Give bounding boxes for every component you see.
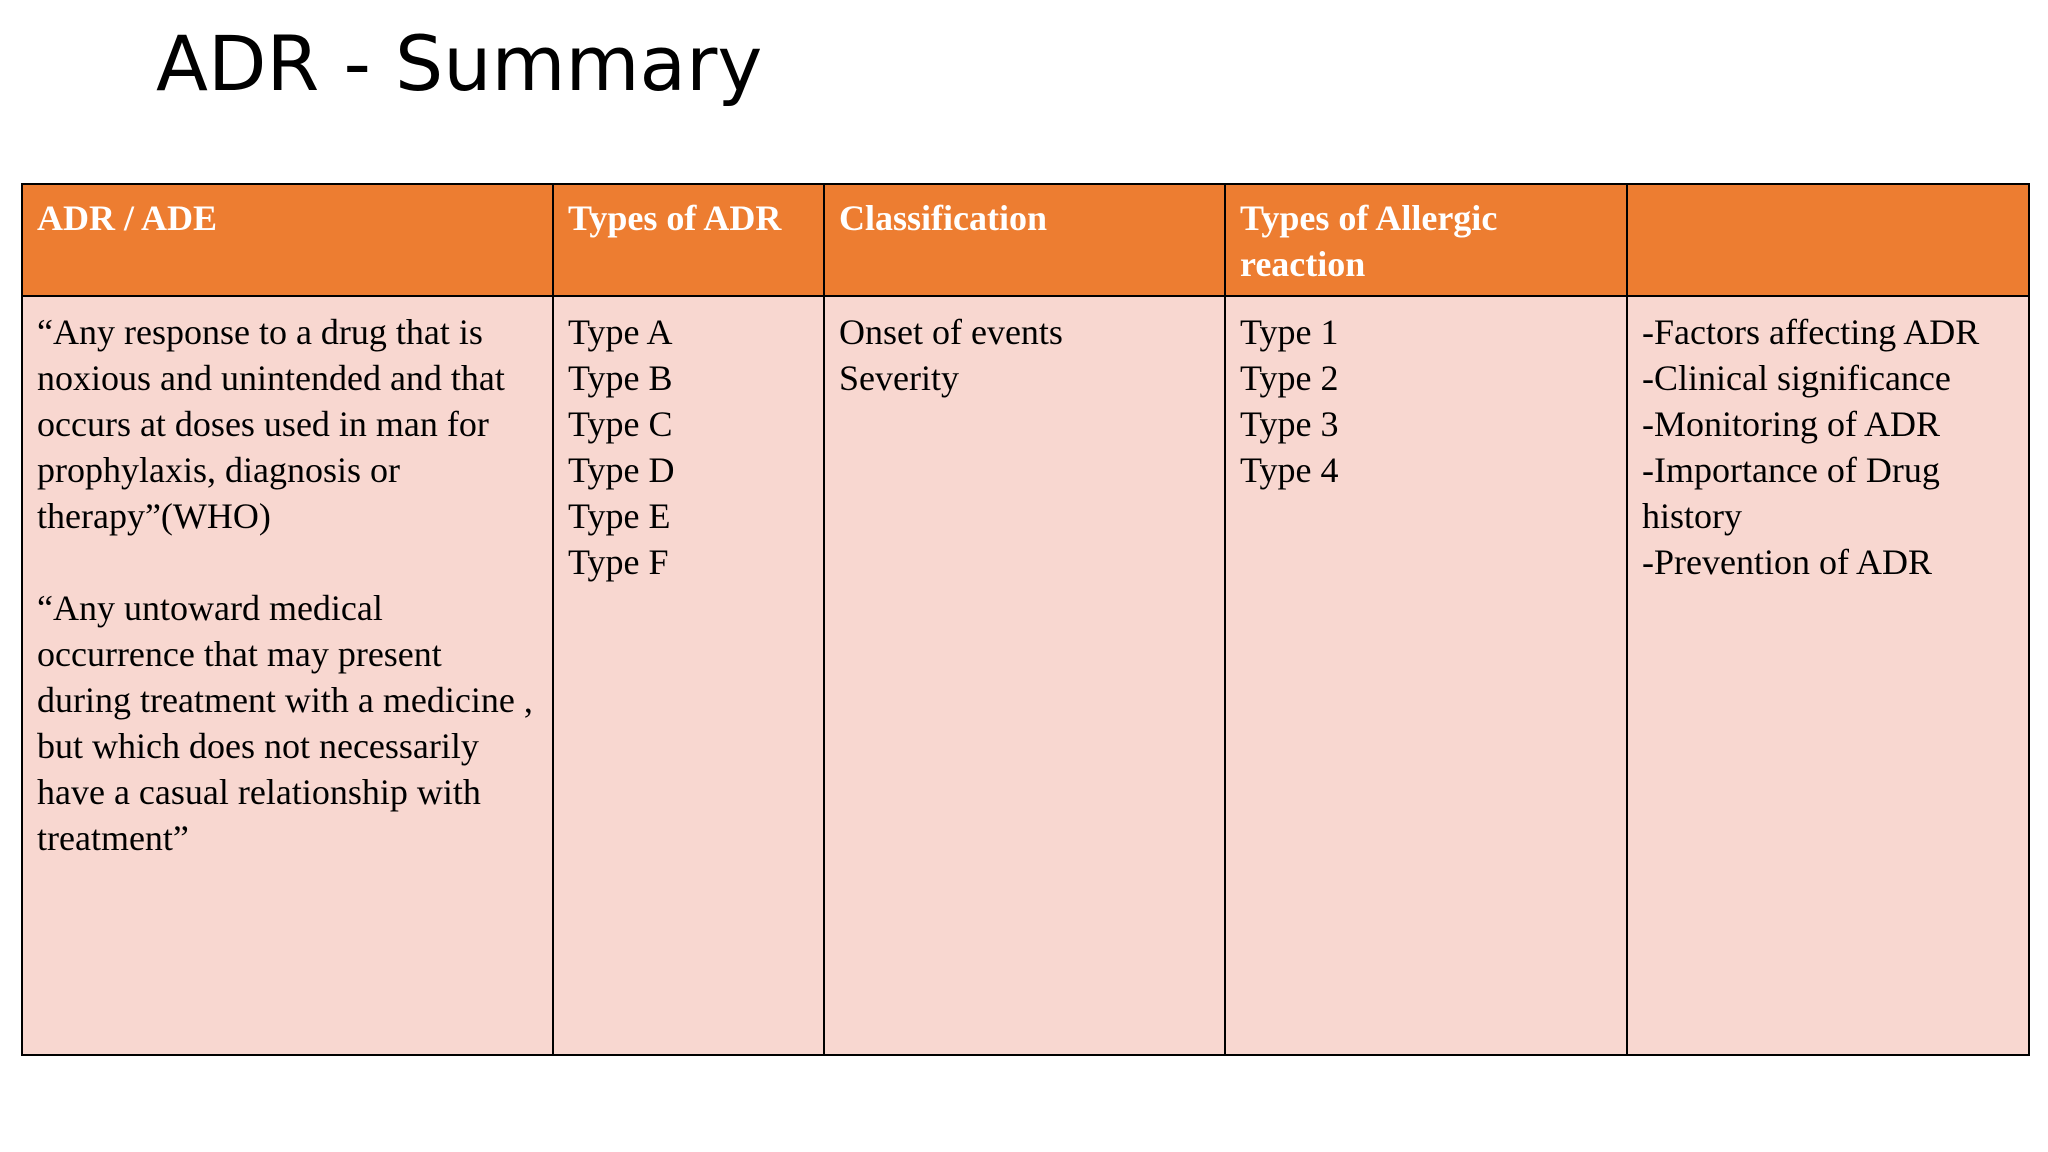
classification-item: Severity [839, 358, 959, 398]
adr-type-item: Type B [568, 358, 673, 398]
adr-type-item: Type F [568, 542, 669, 582]
classification-item: Onset of events [839, 312, 1063, 352]
header-adr-ade: ADR / ADE [22, 184, 553, 296]
topic-item: -Clinical significance [1642, 358, 1951, 398]
allergic-types-cell [1225, 296, 1627, 1055]
definition-cell [22, 296, 553, 1055]
adr-type-item: Type A [568, 312, 673, 352]
table-header-row [22, 184, 2029, 296]
adr-summary-table [21, 183, 2030, 1056]
topic-item: -Factors affecting ADR [1642, 312, 1980, 352]
header-blank [1627, 184, 2029, 296]
topic-item: -Importance of Drug history [1642, 450, 1940, 536]
adr-type-item: Type D [568, 450, 675, 490]
allergic-type-item: Type 4 [1240, 450, 1339, 490]
allergic-type-item: Type 3 [1240, 404, 1339, 444]
paragraph-gap [37, 539, 538, 585]
topic-item: -Monitoring of ADR [1642, 404, 1941, 444]
topics-cell [1627, 296, 2029, 1055]
who-definition-text: “Any response to a drug that is noxious and unintended and that occurs at doses used in man for prophylaxis, diagnosis or therapy”(WHO) [37, 312, 505, 536]
allergic-type-item: Type 1 [1240, 312, 1339, 352]
table-row [22, 296, 2029, 1055]
classification-cell [824, 296, 1225, 1055]
topic-item: -Prevention of ADR [1642, 542, 1932, 582]
adr-type-item: Type C [568, 404, 673, 444]
adr-type-item: Type E [568, 496, 671, 536]
header-classification: Classification [824, 184, 1225, 296]
adr-types-cell [553, 296, 824, 1055]
allergic-type-item: Type 2 [1240, 358, 1339, 398]
ade-definition-text: “Any untoward medical occurrence that may present during treatment with a medicine , but which does not necessarily have a casual relationship with treatment” [37, 588, 533, 858]
header-allergic-reaction-types: Types of Allergic reaction [1225, 184, 1627, 296]
slide-title: ADR - Summary [156, 19, 763, 108]
header-types-of-adr: Types of ADR [553, 184, 824, 296]
